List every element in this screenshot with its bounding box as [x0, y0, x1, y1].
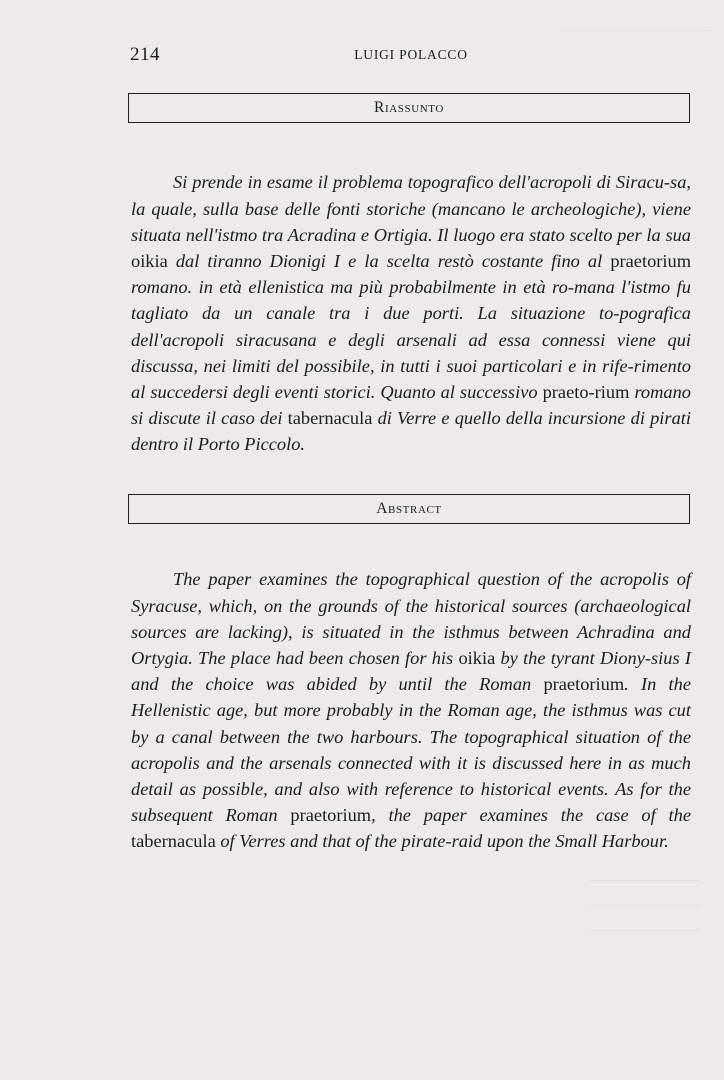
page-number: 214	[130, 44, 160, 65]
riassunto-text: romano si discute il caso dei	[131, 382, 691, 429]
abstract-term: praetorium	[290, 805, 372, 826]
abstract-text: The paper examines the topographical question of the acropolis of Syracuse, which, on the grounds of the historical sources (archaeological sources are lacking), is situated in the isthmus between Achradina and Ortygia. The place had been chosen for his	[131, 569, 691, 668]
riassunto-paragraph	[131, 169, 691, 457]
page-header	[130, 44, 692, 68]
running-head: LUIGI POLACCO	[354, 47, 468, 62]
riassunto-term: praeto-rium	[542, 382, 630, 403]
riassunto-text: di Verre e quello della incursione di pirati dentro il Porto Piccolo.	[131, 408, 691, 455]
abstract-paragraph	[131, 566, 691, 854]
abstract-term: oikia	[458, 648, 496, 668]
abstract-heading: Abstract	[128, 494, 690, 524]
riassunto-heading: Riassunto	[128, 93, 690, 123]
riassunto-text: romano. in età ellenistica ma più probabilmente in età ro-mana l'istmo fu tagliato da un canale tra i due porti. La situazione to-pografica dell'acropoli siracusana e degli arsenali ad essa connessi viene qui discussa, nei limiti del possibile, in tutti i suoi particolari e in rife-rimento al succedersi degli eventi storici. Quanto al successivo	[131, 277, 691, 403]
abstract-text: of Verres and that of the pirate-raid upon the Small Harbour.	[215, 831, 669, 852]
riassunto-term: oikia	[131, 251, 168, 271]
abstract-text: , the paper examines the case of the	[371, 805, 691, 826]
riassunto-term: praetorium	[610, 251, 691, 271]
abstract-text: . In the Hellenistic age, but more probably in the Roman age, the isthmus was cut by a canal between the two harbours. The topographical situation of the acropolis and the arsenals connected with it is discussed here in as much detail as possible, and also with reference to historical events. As for the subsequent Roman	[131, 674, 691, 826]
abstract-term: praetorium	[543, 674, 625, 695]
riassunto-term: tabernacula	[287, 408, 373, 429]
riassunto-text: dal tiranno Dionigi I e la scelta restò costante fino al	[167, 251, 611, 271]
riassunto-text: Si prende in esame il problema topografico dell'acropoli di Siracu-sa, la quale, sulla base delle fonti storiche (mancano le archeologiche), viene situata nell'istmo tra Acradina e Ortigia. Il luogo era stato scelto per la sua	[131, 172, 691, 245]
abstract-text: by the tyrant Diony-sius I and the choice was abided by until the Roman	[131, 648, 692, 695]
abstract-term: tabernacula	[131, 831, 216, 852]
